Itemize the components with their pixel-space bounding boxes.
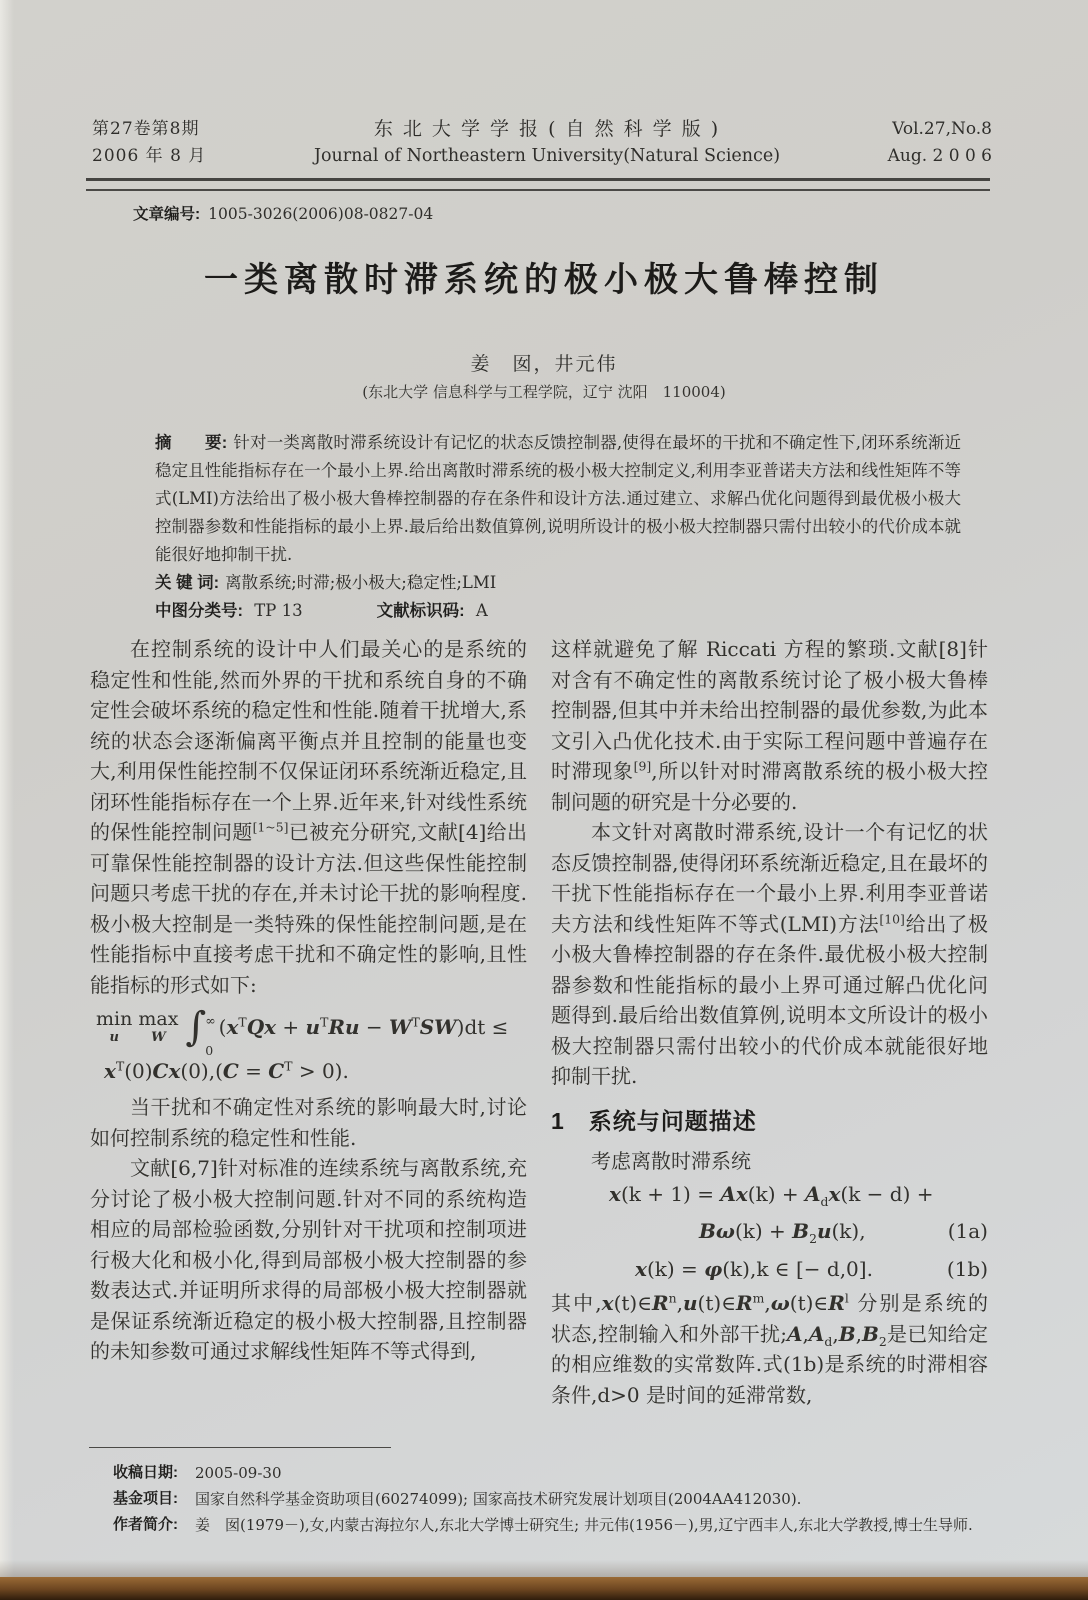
integral-upper-limit: ∞ xyxy=(205,1013,216,1028)
desk-surface xyxy=(0,1577,1088,1600)
intro-paragraph-2: 当干扰和不确定性对系统的影响最大时,讨论如何控制系统的稳定性和性能. xyxy=(90,1095,527,1150)
doc-code-value: A xyxy=(475,601,488,620)
formula-line-2: $x^T(0)Cx(0),(C = C^T > 0)$. xyxy=(104,1058,349,1083)
intro-paragraph-1: 在控制系统的设计中人们最关心的是系统的稳定性和性能,然而外界的干扰和系统自身的不确定性会破坏系统的稳定性和性能.随着干扰增大,系统的状态会逐渐偏离平衡点并且控制的能量也变大,利用保性能控制不仅保证闭环系统渐近稳定,且闭环性能指标存在一个上界.近年来,针对线性系统的保性能控制问题[1~5]已被充分研究,文献[4]给出可靠保性能控制器的设计方法.但这些保性能控制问题只考虑干扰的存在,并未讨论干扰的影响程度.极小极大控制是一类特殊的保性能控制问题,是在性能指标中直接考虑干扰和不确定性的影响,且性能指标的形式如下: xyxy=(90,637,527,997)
funding-label: 基金项目: xyxy=(113,1490,178,1507)
funding-value: 国家自然科学基金资助项目(60274099); 国家高技术研究发展计划项目(2004AA412030). xyxy=(195,1490,802,1508)
classification-line xyxy=(155,597,961,625)
authors-line: 姜 囡，井元伟 xyxy=(470,353,618,375)
footnote-separator-rule xyxy=(89,1447,391,1448)
formula-integrand: $(x^TQx + u^TRu - W^TSW)dt$ ≤ xyxy=(218,1014,509,1039)
abstract-label: 摘 要: xyxy=(155,434,228,452)
header-journal-name xyxy=(272,116,822,170)
section-1-lead: 考虑离散时滞系统 xyxy=(591,1149,751,1173)
clc-label: 中图分类号: xyxy=(155,602,243,620)
section-1-heading: 1 系统与问题描述 xyxy=(551,1107,757,1134)
article-number-value: 1005-3026(2006)08-0827-04 xyxy=(208,205,434,223)
integral-symbol: ∫ ∞ 0 xyxy=(185,1006,215,1048)
article-number-line xyxy=(133,202,433,224)
received-date-value: 2005-09-30 xyxy=(195,1464,282,1482)
author-bio-label: 作者简介: xyxy=(113,1516,178,1533)
equation-1a-line-2: $B\omega(k) + B_2u(k)$, (1a) xyxy=(551,1216,988,1247)
journal-name-en: Journal of Northeastern University(Natural Science) xyxy=(313,146,781,166)
clc-value: TP 13 xyxy=(254,601,303,620)
journal-name-cn: 东 北 大 学 学 报 ( 自 然 科 学 版 ) xyxy=(373,118,721,140)
formula-line-1 xyxy=(96,1004,527,1058)
integral-lower-limit: 0 xyxy=(205,1043,214,1058)
equation-1b-tag: (1b) xyxy=(946,1256,988,1281)
min-operator: min u xyxy=(96,1008,133,1045)
funding-row xyxy=(113,1486,995,1512)
keywords-text: 离散系统;时滞;极小极大;稳定性;LMI xyxy=(225,573,497,592)
abstract-paragraph xyxy=(155,429,961,569)
performance-index-formula xyxy=(90,1006,527,1086)
received-date-label: 收稿日期: xyxy=(113,1464,178,1481)
system-description-paragraph: 其中$,x(t)\in R^n,u(t)\in R^m,\omega(t)\in R^l$ 分别是系统的状态,控制输入和外部干扰$;A,A_d,B,B_2$是已知给定的相应维数的实常数阵.式(1b)是系统的时滞相容条件,d>0 是时间的延滞常数, xyxy=(551,1290,989,1407)
equation-1a-line-1: $x(k + 1) = Ax(k) + A_dx(k - d)$ + xyxy=(609,1181,934,1209)
equation-1b-line: x(k) = φ(k),k ∈ [− d,0]. (1b) xyxy=(551,1254,988,1285)
affiliation-line: (东北大学 信息科学与工程学院，辽宁 沈阳 110004) xyxy=(362,383,726,401)
footnote-block xyxy=(113,1460,995,1538)
keywords-line xyxy=(155,569,961,597)
header-issue-info xyxy=(92,116,272,170)
issue-volume-line: 第27卷第8期 xyxy=(92,119,200,139)
journal-header xyxy=(92,116,992,170)
system-equations xyxy=(551,1179,988,1285)
abstract-block xyxy=(155,429,961,625)
doc-code-label: 文献标识码: xyxy=(376,602,465,620)
author-bio-row xyxy=(113,1512,995,1538)
intro-paragraph-5: 本文针对离散时滞系统,设计一个有记忆的状态反馈控制器,使得闭环系统渐近稳定,且在最坏的干扰下性能指标存在一个最小上界.利用李亚普诺夫方法和线性矩阵不等式(LMI)方法[10]给出了极小极大鲁棒控制器的存在条件.最优极小极大控制器参数和性能指标的最小上界可通过解凸优化问题得到.最后给出数值算例,说明本文所设计的极小极大控制器只需付出较小的代价成本就能很好地抑制干扰. xyxy=(551,820,989,1088)
volume-date-line: Aug. 2 0 0 6 xyxy=(887,146,992,166)
article-number-label: 文章编号: xyxy=(133,206,201,223)
header-volume-info xyxy=(822,116,992,170)
equation-1a-tag: (1a) xyxy=(947,1219,988,1243)
max-operator: max W xyxy=(138,1008,179,1045)
right-column xyxy=(551,634,988,1410)
left-column xyxy=(90,634,527,1410)
paper-title: 一类离散时滞系统的极小极大鲁棒控制 xyxy=(204,260,884,300)
body-columns xyxy=(90,634,988,1410)
issue-date-line: 2006 年 8 月 xyxy=(92,146,207,166)
keywords-label: 关 键 词: xyxy=(155,574,220,592)
author-bio-value: 姜 囡(1979－),女,内蒙古海拉尔人,东北大学博士研究生; 井元伟(1956－),男,辽宁西丰人,东北大学教授,博士生导师. xyxy=(195,1516,973,1534)
received-date-row xyxy=(113,1460,995,1486)
header-double-rule xyxy=(86,178,990,191)
volume-number-line: Vol.27,No.8 xyxy=(892,119,992,139)
abstract-text: 针对一类离散时滞系统设计有记忆的状态反馈控制器,使得在最坏的干扰和不确定性下,闭环系统渐近稳定且性能指标存在一个最小上界.给出离散时滞系统的极小极大控制定义,利用李亚普诺夫方法和线性矩阵不等式(LMI)方法给出了极小极大鲁棒控制器的存在条件和设计方法.通过建立、求解凸优化问题得到最优极小极大控制器参数和性能指标的最小上界.最后给出数值算例,说明所设计的极小极大控制器只需付出较小的代价成本就能很好地抑制干扰. xyxy=(155,433,961,564)
intro-paragraph-3: 文献[6,7]针对标准的连续系统与离散系统,充分讨论了极小极大控制问题.针对不同的系统构造相应的局部检验函数,分别针对干扰项和控制项进行极大化和极小化,得到局部极小极大控制器的参数表达式.并证明所求得的局部极小极大控制器就是保证系统渐近稳定的极小极大控制器,且控制器的未知参数可通过求解线性矩阵不等式得到, xyxy=(90,1156,527,1363)
intro-paragraph-4: 这样就避免了解 Riccati 方程的繁琐.文献[8]针对含有不确定性的离散系统讨论了极小极大鲁棒控制器,但其中并未给出控制器的最优参数,为此本文引入凸优化技术.由于实际工程问题中普遍存在时滞现象[9],所以针对时滞离散系统的极小极大控制问题的研究是十分必要的. xyxy=(551,637,989,814)
